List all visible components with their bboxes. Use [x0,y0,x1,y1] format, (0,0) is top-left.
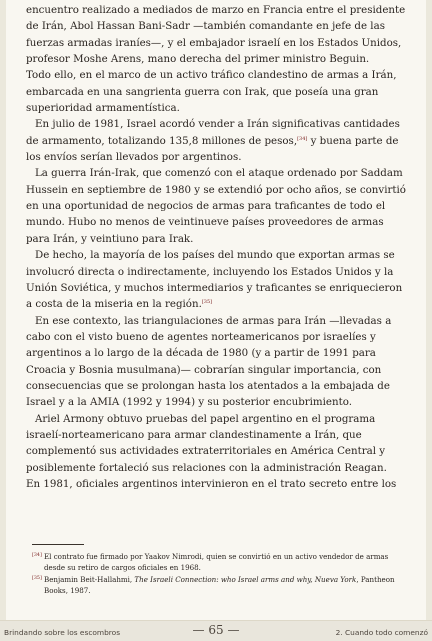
paragraph: Ariel Armony obtuvo pruebas del papel argentino en el programa israelí-norteamericano para armar clandestinamente a Irán, que complementó sus actividades extraterritoriales en América Central y posiblemente fortaleció sus relaciones con la administración Reagan. [26,412,387,474]
book-title: Brindando sobre los escombros [4,628,121,637]
footnote-text: El contrato fue firmado por Yaakov Nimrodi, quien se convirtió en un activo vendedor de armas desde su retiro de cargos oficiales en 1968. [44,552,389,573]
paragraph [26,116,408,165]
body-text [26,2,408,492]
paragraph: En ese contexto, las triangulaciones de armas para Irán —llevadas a cabo con el visto bueno de agentes norteamericanos por israelíes y argentinos a lo largo de la década de 1980 (y a partir de 1991 para Croacia y Bosnia musulmana)— cobrarían singular importancia, con consecuencias que se prolongan hasta los atentados a la embajada de Israel y a la AMIA (1992 y 1994) y su posterior encubrimiento. [26,314,392,409]
chapter-title: 2. Cuando todo comenzó [335,628,428,637]
paragraph-text: De hecho, la mayoría de los países del mundo que exportan armas se involucró directa o indirectamente, incluyendo los Estados Unidos y la Unión Soviética, y muchos intermediarios y traficantes se enriquecieron a costa de la miseria en la región. [26,249,403,311]
footnote-35 [32,574,408,597]
footnote-ref-34[interactable]: [34] [297,135,308,142]
footnote-text: Benjamin Beit-Hallahmi, [44,574,135,584]
paragraph: Todo ello, en el marco de un activo tráfico clandestino de armas a Irán, embarcada en una sangrienta guerra con Irak, que poseía una gran superioridad armamentística. [26,69,397,115]
paragraph: La guerra Irán-Irak, que comenzó con el ataque ordenado por Saddam Hussein en septiembre de 1980 y se extendió por ocho años, se convirtió en una oportunidad de negocios de armas para traficantes de todo el mundo. Hubo no menos de veintinueve países proveedores de armas para Irán, y veintiuno para Irak. [26,167,406,245]
footnotes [32,551,408,597]
footnote-number: [34] [32,553,42,558]
paragraph-text: En julio de 1981, Israel acordó vender a Irán significativas cantidades de armamento, totalizando 135,8 millones de pesos, [26,118,400,147]
footnote-book-title: The Israeli Connection: who Israel arms and why, Nueva York [134,574,357,584]
footnote-text: , Pantheon Books, 1987. [44,574,395,596]
paragraph-text: y buena parte de los envíos serían llevados por argentinos. [26,134,399,164]
footnote-divider [32,544,84,545]
footnote-34 [32,551,408,574]
paragraph [26,247,408,312]
footnote-ref-35[interactable]: [35] [201,299,213,306]
paragraph: En 1981, oficiales argentinos intervinieron en el trato secreto entre los [26,477,397,490]
page-footer [0,620,432,641]
footnote-number: [35] [32,575,42,581]
paragraph: encuentro realizado a mediados de marzo en Francia entre el presidente de Irán, Abol Hassan Bani-Sadr —también comandante en jefe de las fuerzas armadas iraníes—, y el embajador israelí en los Estados Unidos, profesor Moshe Arens, mano derecha del primer ministro Beguin. [26,4,406,66]
page-number: — 65 — [192,623,240,637]
